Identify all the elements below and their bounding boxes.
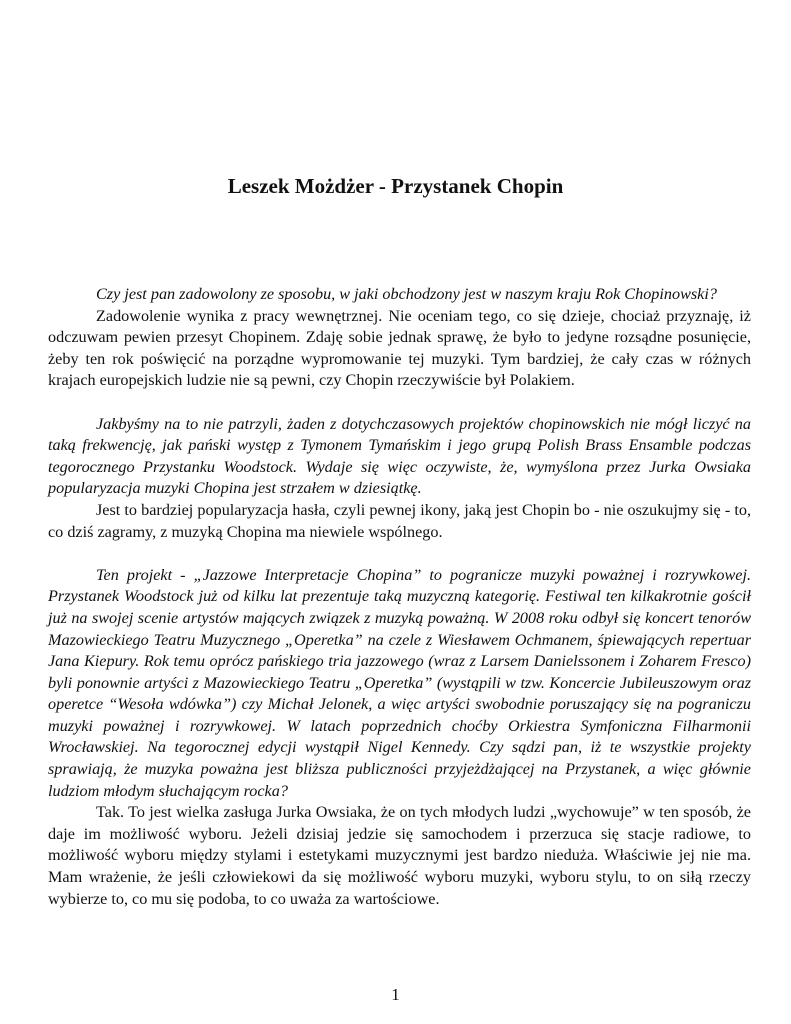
article-body <box>48 284 751 910</box>
answer-paragraph: Zadowolenie wynika z pracy wewnętrznej. Nie oceniam tego, co się dzieje, chociaż przyznaję, iż odczuwam pewien przesyt Chopinem. Zdaję sobie jednak sprawę, że było to jedyne rozsądne posunięcie, żeby ten rok poświęcić na porządne wypromowanie tej muzyki. Tym bardziej, że cały czas w różnych krajach europejskich ludzie nie są pewni, czy Chopin rzeczywiście był Polakiem. <box>48 306 751 390</box>
question-paragraph: Czy jest pan zadowolony ze sposobu, w jaki obchodzony jest w naszym kraju Rok Chopinowski? <box>96 285 717 303</box>
page-title: Leszek Możdżer - Przystanek Chopin <box>227 174 564 198</box>
answer-paragraph: Tak. To jest wielka zasługa Jurka Owsiaka, że on tych młodych ludzi „wychowuje” w ten sposób, że daje im możliwość wyboru. Jeżeli dzisiaj jedzie się samochodem i przerzuca się stacje radiowe, to możliwość wyboru między stylami i estetykami muzycznymi jest bardzo nieduża. Właściwie jej nie ma. Mam wrażenie, że jeśli człowiekowi da się możliwość wyboru muzyki, wyboru stylu, to on siłą rzeczy wybierze to, co mu się podoba, to co uważa za wartościowe. <box>48 803 751 908</box>
question-paragraph: Ten projekt - „Jazzowe Interpretacje Chopina” to pogranicze muzyki poważnej i rozrywkowej. Przystanek Woodstock już od kilku lat prezentuje taką muzyczną kategorię. Festiwal ten kilkakrotnie gościł już na swojej scenie artystów mających związek z muzyką poważną. W 2008 roku odbył się koncert tenorów Mazowieckiego Teatru Muzycznego „Operetka” na czele z Wiesławem Ochmanem, śpiewających repertuar Jana Kiepury. Rok temu oprócz pańskiego tria jazzowego (wraz z Larsem Danielssonem i Zoharem Fresco) byli ponownie artyści z Mazowieckiego Teatru „Operetka” (wystąpili w tzw. Koncercie Jubileuszowym oraz operetce “Wesoła wdówka”) czy Michał Jelonek, a więc artyści swobodnie poruszający się na pograniczu muzyki poważnej i rozrywkowej. W latach poprzednich choćby Orkiestra Symfoniczna Filharmonii Wrocławskiej. Na tegorocznej edycji wystąpił Nigel Kennedy. Czy sądzi pan, iż te wszystkie projekty sprawiają, że muzyka poważna jest bliższa publiczności przyjeżdżającej na Przystanek, a więc głównie ludziom młodym słuchającym rocka? <box>48 565 751 800</box>
question-paragraph: Jakbyśmy na to nie patrzyli, żaden z dotychczasowych projektów chopinowskich nie mógł liczyć na taką frekwencję, jak pański występ z Tymonem Tymańskim i jego grupą Polish Brass Ensamble podczas tegorocznego Przystanku Woodstock. Wydaje się więc oczywiste, że, wymyślona przez Jurka Owsiaka popularyzacja muzyki Chopina jest strzałem w dziesiątkę. <box>48 414 751 498</box>
page-number: 1 <box>391 985 400 1004</box>
answer-paragraph: Jest to bardziej popularyzacja hasła, czyli pewnej ikony, jaką jest Chopin bo - nie oszukujmy się - to, co dziś zagramy, z muzyką Chopina ma niewiele wspólnego. <box>48 500 751 541</box>
